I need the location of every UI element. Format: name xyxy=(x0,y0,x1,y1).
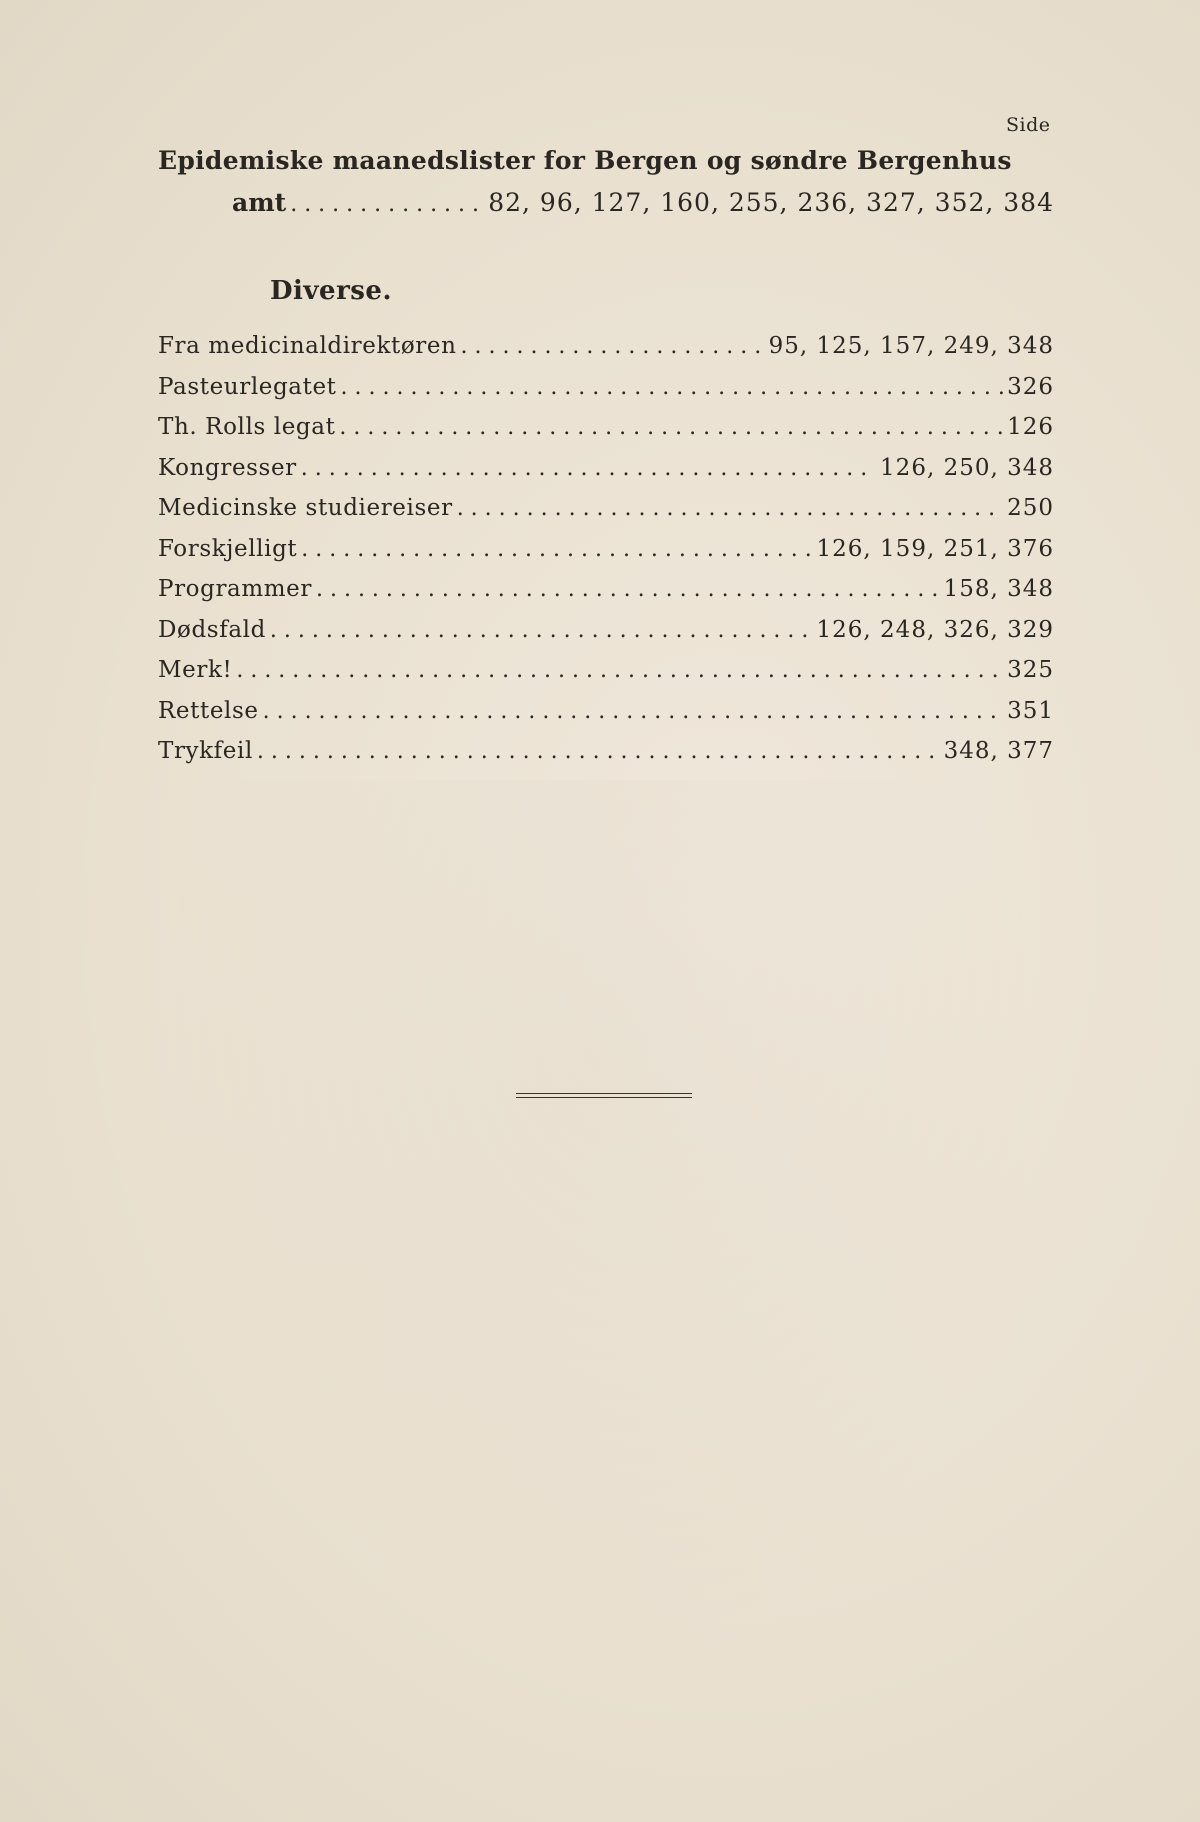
section-heading: Diverse. xyxy=(270,276,393,306)
leader-dots xyxy=(270,618,813,643)
leader-dots xyxy=(257,739,940,764)
entry-label: Medicinske studiereiser xyxy=(158,495,453,521)
entry-label: Programmer xyxy=(158,576,312,602)
leader-dots xyxy=(263,699,1003,724)
entry-pages: 348, 377 xyxy=(943,738,1054,764)
index-entry xyxy=(158,455,1054,496)
epidemic-lists-title: Epidemiske maanedslister for Bergen og søndre Bergenhus xyxy=(158,146,1012,175)
index-entry xyxy=(158,374,1054,415)
index-entry xyxy=(158,738,1054,779)
section-end-rule xyxy=(516,1093,692,1098)
index-entry xyxy=(158,536,1054,577)
entry-pages: 158, 348 xyxy=(943,576,1054,602)
entry-pages: 126 xyxy=(1007,414,1054,440)
leader-dots xyxy=(457,496,1003,521)
page-column-label: Side xyxy=(1006,114,1051,136)
entry-pages: 126, 250, 348 xyxy=(880,454,1054,481)
entry-label: Forskjelligt xyxy=(158,535,298,562)
index-entry xyxy=(158,657,1054,698)
entry-label: Trykfeil xyxy=(158,738,253,764)
index-entry xyxy=(158,495,1054,536)
leader-dots xyxy=(301,456,876,481)
leader-dots xyxy=(339,415,1003,440)
paper-bleed-through xyxy=(150,780,1050,1680)
index-entry xyxy=(158,617,1054,658)
entry-pages: 250 xyxy=(1007,495,1054,521)
index-entry xyxy=(158,414,1054,455)
entry-label: Rettelse xyxy=(158,697,259,724)
epidemic-lists-lead: amt xyxy=(232,188,287,217)
entry-label: Merk! xyxy=(158,657,233,683)
entry-pages: 126, 159, 251, 376 xyxy=(816,535,1054,562)
entry-label: Kongresser xyxy=(158,454,297,481)
index-entry xyxy=(158,698,1054,739)
entry-label: Th. Rolls legat xyxy=(158,414,336,440)
entry-label: Fra medicinaldirektøren xyxy=(158,333,457,359)
leader-dots xyxy=(236,658,1003,683)
leader-dots xyxy=(316,577,940,602)
entry-pages: 351 xyxy=(1007,697,1054,724)
leader-dots xyxy=(301,537,812,562)
entry-pages: 95, 125, 157, 249, 348 xyxy=(768,333,1054,359)
entry-label: Pasteurlegatet xyxy=(158,373,337,400)
leader-dots xyxy=(341,375,1004,400)
index-entries xyxy=(158,333,1054,779)
index-entry xyxy=(158,576,1054,617)
entry-label: Dødsfald xyxy=(158,616,266,643)
epidemic-lists-entry xyxy=(232,188,1054,217)
leader-dots xyxy=(290,192,484,217)
epidemic-lists-pages: 82, 96, 127, 160, 255, 236, 327, 352, 384 xyxy=(488,188,1054,217)
entry-pages: 326 xyxy=(1007,373,1054,400)
entry-pages: 325 xyxy=(1007,657,1054,683)
entry-pages: 126, 248, 326, 329 xyxy=(816,616,1054,643)
leader-dots xyxy=(461,334,765,359)
index-entry xyxy=(158,333,1054,374)
